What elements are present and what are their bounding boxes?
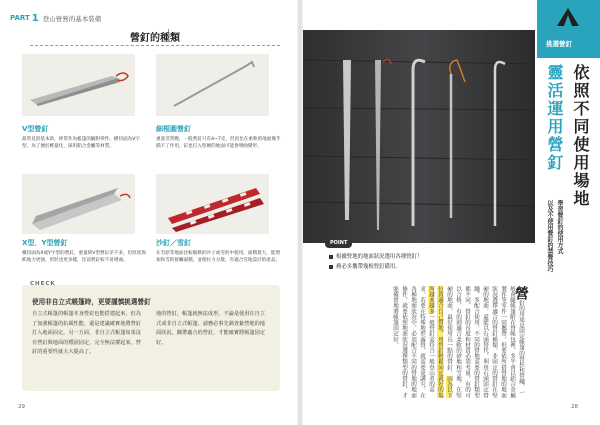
check-text-right: 地的營釘，帳篷就無法成形，不論是使用在自立式或非自立式帳篷，請務必事先調查紮營地的地面狀況，攜帶適合的營釘，才能確實將帳篷固定好。 [156,311,265,346]
item-title-xy-stake: X型．Y型營釘 [22,239,68,247]
page-subtitle-1: 學習營釘的使用方式 [556,200,563,254]
tab-label: 挑選營釘 [546,40,572,48]
part-number: 1 [31,12,39,24]
item-title-round-stake: 細棍圓營釘 [156,125,191,133]
snow-stake-photo [156,174,269,234]
body-text [335,286,529,399]
part-title: 登山營營的基本裝備 [42,14,102,23]
page-title-accent: 靈活運用營釘 [545,64,564,172]
body-line: 不同的營地需要的營釘類型都不同， [464,286,479,399]
body-line: 類型的營釘，才能確實地將帳篷固定好。 [392,286,407,399]
v-stake-photo [22,54,135,116]
item-text-round-stake: 重量非常輕，一般營釘只有4~7克，但因比在柔軟的地面幾乎插不了作用，釘也打入堅硬的地面可能會彎曲變形。 [156,137,281,149]
right-page [303,0,600,425]
item-text-xy-stake: 橫切面為X或Y字型的營釘，重量與V型營釘差不多，但厚度與抓地力更強，形狀也更多樣，比前營釘較不易彎曲。 [22,251,146,263]
item-text-snow-stake: 在雪原等地面比較鬆軟的沙子或雪的中使用，面積寬大，能增加和雪的接觸面積，並使拉力分散，有適合雪地設計的產品。 [156,251,281,263]
xy-stake-illustration [22,174,135,234]
item-text-v-stake: 最常見的基本款，經常作為帳篷的隨附零件。横切面為V字型，為了便於輕量化，採用鋁合金屬等材質。 [22,137,140,149]
dropcap: 營 [513,286,529,300]
v-stake-illustration [22,54,135,116]
part-label: PART [10,14,30,22]
body-line: 搭營地的地面狀況選擇適合的營釘種類。 [491,286,506,399]
page-title-main: 依照不同使用場地 [571,64,590,208]
body-line: 替代，利用石頭固定營繩，多配合使用。 [473,286,488,398]
body-line: 以鋁合金屬製作等零件一同攜帶，但要依所 [500,286,515,398]
body-line: 非固定的營釘在堅硬的地面，還能以石頭 [482,286,497,399]
left-page [0,0,297,425]
page-number-right: 28 [571,404,578,410]
body-line: 在堅硬的地面，最好使用長一點的營釘。 [446,286,461,399]
body-line: 若要在特殊地形露營，就需要更講究。 [419,297,425,393]
stakes-photo [303,30,535,243]
point-item-2-text: 務必多攜帶幾根營釘備用。 [336,264,401,270]
body-line: 般會隨帳篷附在營帳包裡，多半會 [509,286,515,370]
highlighted-text: 因為以下位置適合自己營地，用營釘輕鬆固定就好的場所越來越多 [428,286,452,399]
page-subtitle-2: 以及不使用營釘的禁營技巧 [546,200,553,272]
section-title: 營釘的種類 [130,33,180,44]
round-stake-photo [156,54,269,116]
body-line: 合格，有的則適合柔軟的砂地和雪地。 [455,291,461,387]
body-line: 一般營釘需符合一般登山者的需求， [419,286,434,393]
part-header [10,12,101,24]
snow-stake-illustration [156,174,269,234]
check-title: 使用非自立式帳篷時，更要謹慎挑選營釘 [32,298,151,306]
body-line: 在各種地面狀況中，必須配合不同的 [410,286,425,399]
page-number-left: 29 [18,404,25,410]
point-item-1 [329,252,422,260]
check-label: CHECK [30,281,56,287]
point-item-1-text: 根據營地的地面狀況選用各種營釘！ [336,254,423,260]
body-line: 釘的用途是固定帳篷的營柱和營繩，一 [518,300,524,396]
section-divider [30,45,280,46]
item-title-snow-stake: 沙釘／雪釘 [156,239,191,247]
point-badge: POINT [325,239,352,248]
xy-stake-photo [22,174,135,234]
point-item-2 [329,262,401,270]
body-line: 營地的地面條件，就要依照地面狀況選擇 [401,286,416,398]
stakes-on-wood-illustration [303,30,535,243]
round-stake-illustration [156,54,269,116]
item-title-v-stake: V型營釘 [22,125,49,133]
body-line: 營釘的長度和材質必須考量，有的可以 [455,286,470,399]
tent-icon [555,6,581,28]
check-text-left: 自立式帳篷的帳篷本身營釘也能搭建起來，但為了加強帳篷的抗風性能，還是建議確實地將營釘打入地面固定。另一方面，非自立式帳篷如果沒有營釘與地面的穩固固定，完全無法撐起來，營釘的重要性就大大提高了。 [32,311,141,355]
